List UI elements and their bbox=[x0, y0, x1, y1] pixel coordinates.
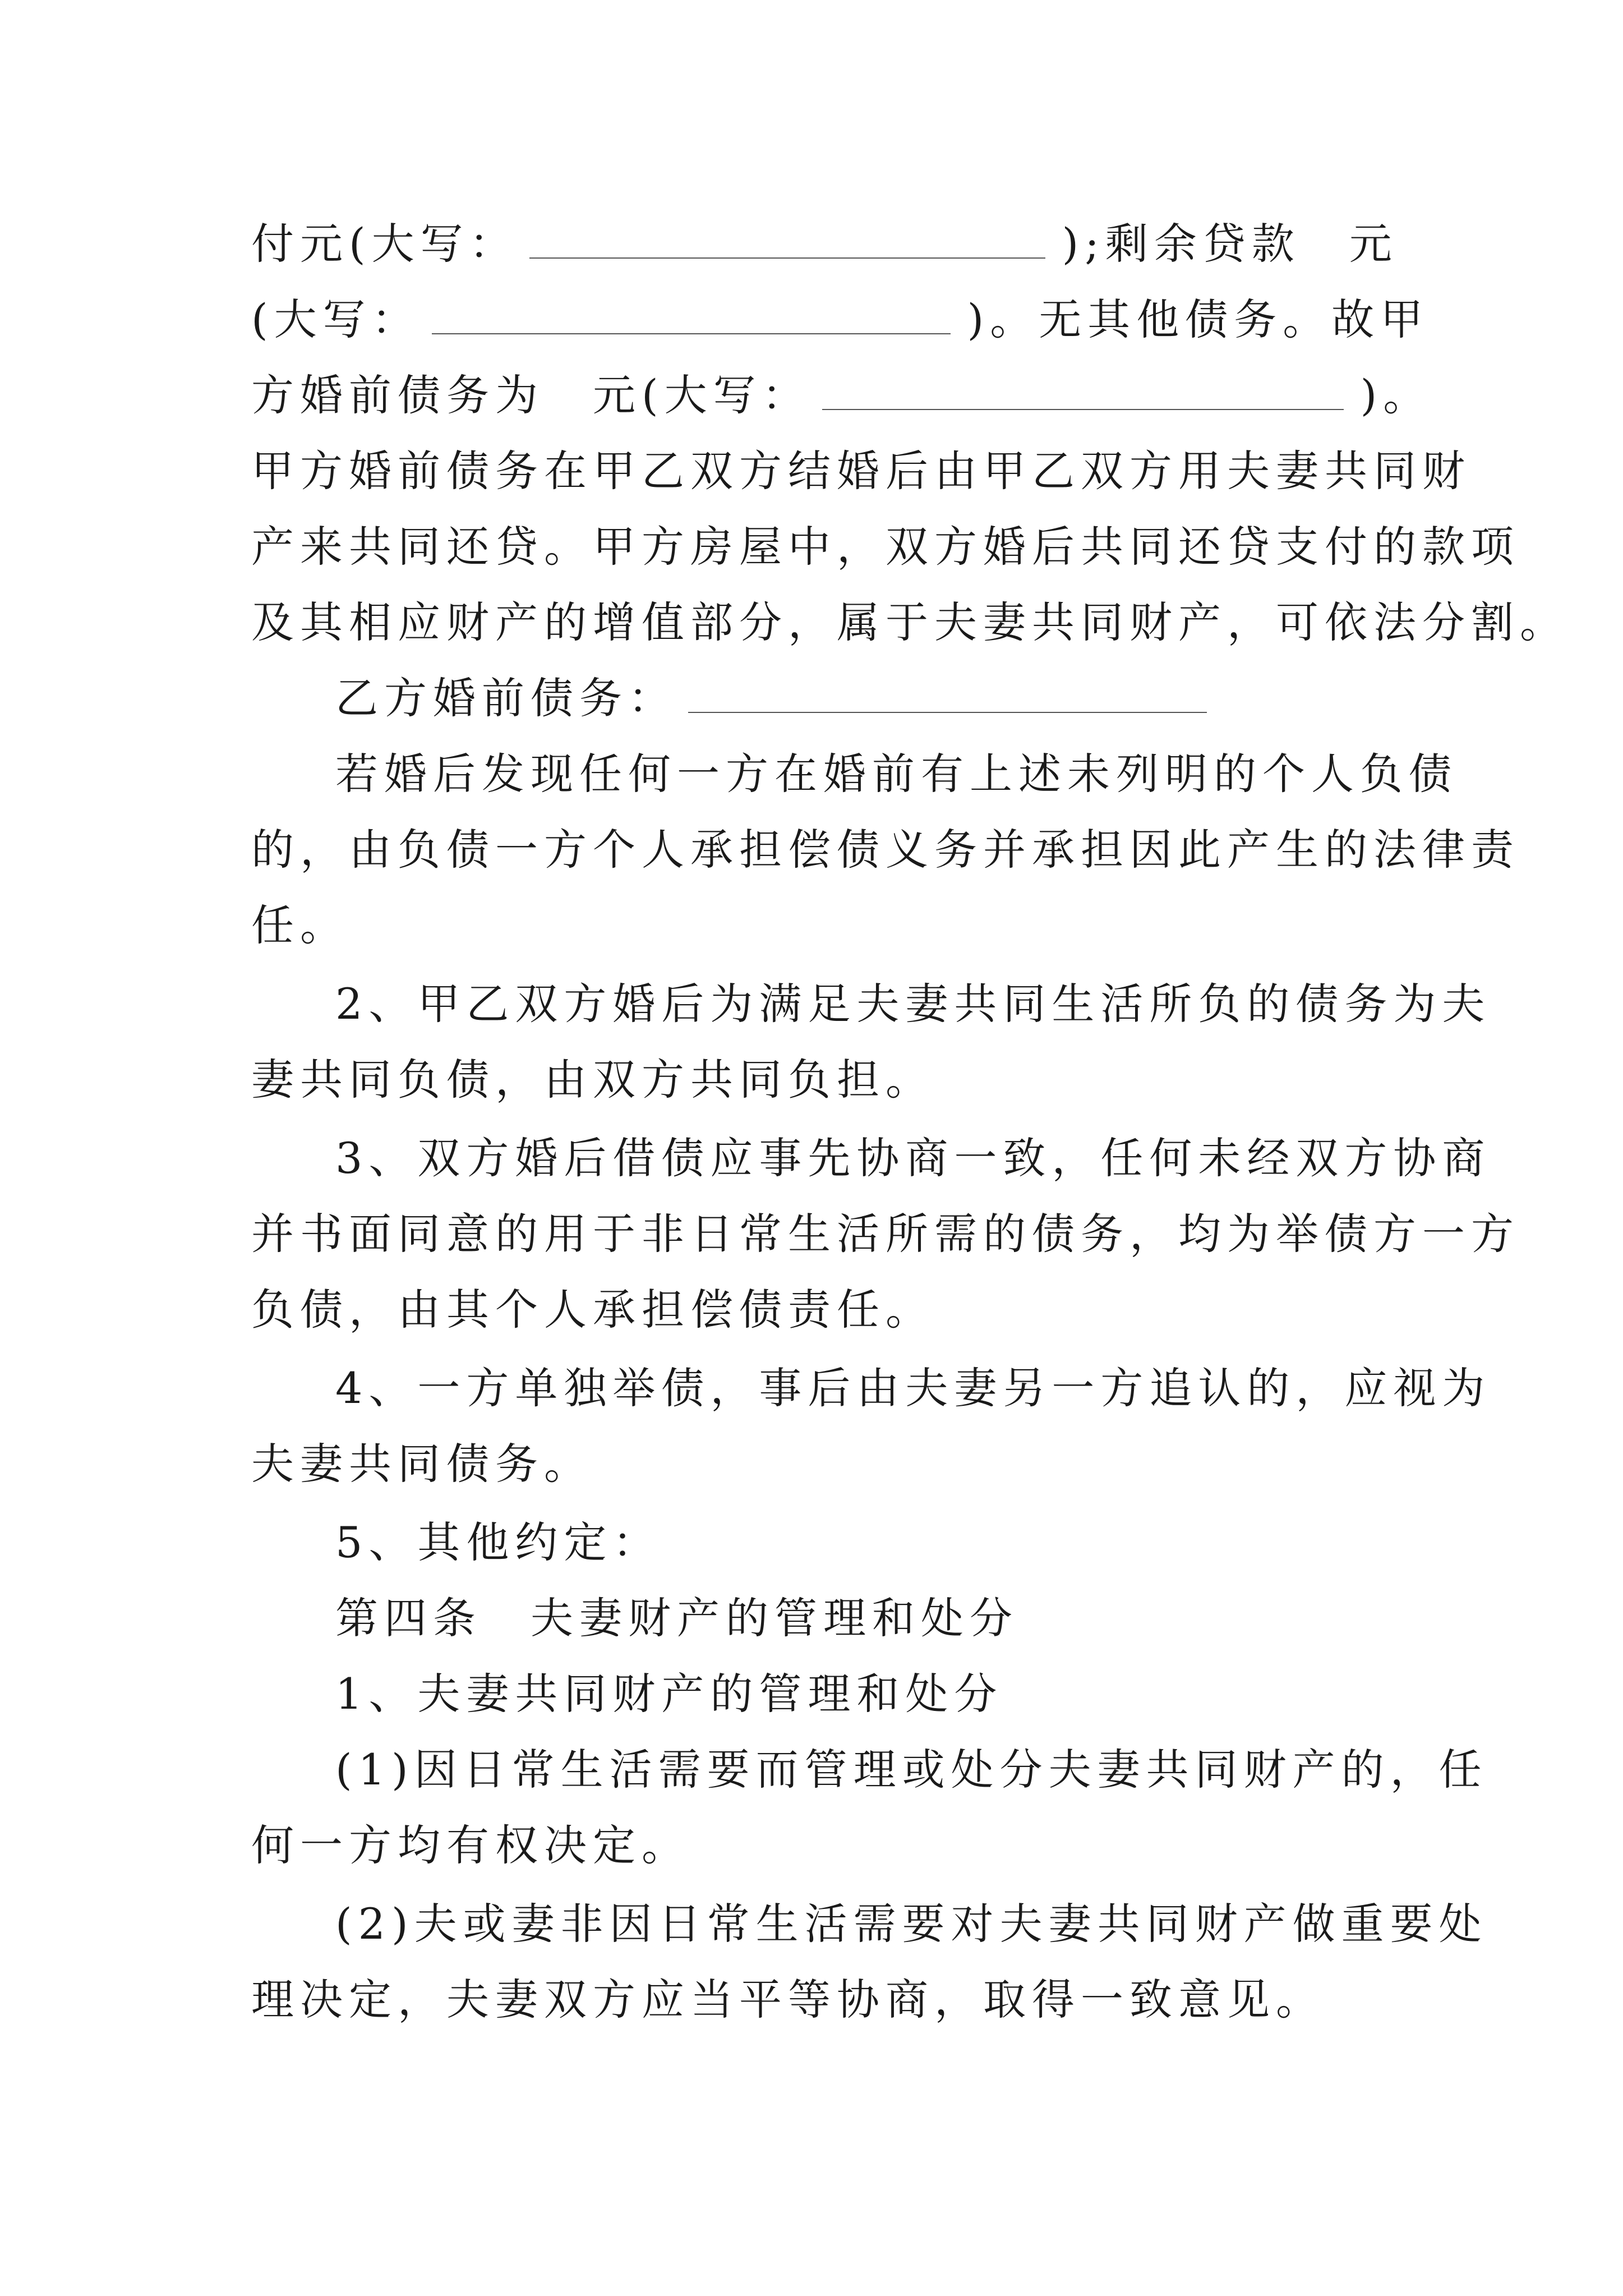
text-line: 甲方婚前债务在甲乙双方结婚后由甲乙双方用夫妻共同财 bbox=[251, 446, 1471, 496]
text-segment: 付元(大写： bbox=[251, 219, 518, 269]
text-segment: 方婚前债务为 元(大写： bbox=[251, 370, 811, 420]
fill-blank bbox=[822, 371, 1344, 410]
text-line: 产来共同还贷。甲方房屋中，双方婚后共同还贷支付的款项 bbox=[251, 522, 1520, 572]
text-line bbox=[251, 289, 1430, 351]
section-heading: 第四条 夫妻财产的管理和处分 bbox=[335, 1593, 1018, 1643]
text-line: 5、其他约定： bbox=[335, 1517, 662, 1567]
text-line: 负债，由其个人承担偿债责任。 bbox=[251, 1285, 934, 1335]
text-line: 3、双方婚后借债应事先协商一致，任何未经双方协商 bbox=[335, 1133, 1491, 1183]
text-line bbox=[251, 365, 1432, 426]
text-segment: );剩余贷款 元 bbox=[1062, 219, 1398, 269]
text-line: 4、一方单独举债，事后由夫妻另一方追认的，应视为 bbox=[335, 1363, 1491, 1413]
text-segment: )。 bbox=[1360, 370, 1432, 420]
text-line bbox=[251, 213, 1398, 275]
text-line: 及其相应财产的增值部分，属于夫妻共同财产，可依法分割。 bbox=[251, 597, 1569, 647]
text-line: 理决定，夫妻双方应当平等协商，取得一致意见。 bbox=[251, 1975, 1325, 2024]
text-line: 夫妻共同债务。 bbox=[251, 1439, 593, 1489]
text-line: (1)因日常生活需要而管理或处分夫妻共同财产的，任 bbox=[335, 1745, 1488, 1795]
text-line bbox=[335, 668, 1463, 729]
text-line: 1、夫妻共同财产的管理和处分 bbox=[335, 1669, 1003, 1719]
fill-blank bbox=[432, 295, 951, 334]
text-line: (2)夫或妻非因日常生活需要对夫妻共同财产做重要处 bbox=[335, 1899, 1488, 1949]
fill-blank bbox=[688, 674, 1207, 713]
text-segment: (大写： bbox=[251, 295, 421, 344]
text-line: 的，由负债一方个人承担偿债义务并承担因此产生的法律责 bbox=[251, 825, 1520, 875]
text-line: 何一方均有权决定。 bbox=[251, 1820, 690, 1870]
text-line: 若婚后发现任何一方在婚前有上述未列明的个人负债 bbox=[335, 749, 1458, 799]
text-line: 并书面同意的用于非日常生活所需的债务，均为举债方一方 bbox=[251, 1209, 1520, 1259]
text-line: 2、甲乙双方婚后为满足夫妻共同生活所负的债务为夫 bbox=[335, 979, 1491, 1029]
text-line: 任。 bbox=[251, 900, 349, 950]
fill-blank bbox=[529, 219, 1045, 259]
text-segment: 乙方婚前债务： bbox=[335, 673, 677, 723]
text-line: 妻共同负债，由双方共同负担。 bbox=[251, 1055, 934, 1105]
text-segment: )。无其他债务。故甲 bbox=[967, 295, 1430, 344]
